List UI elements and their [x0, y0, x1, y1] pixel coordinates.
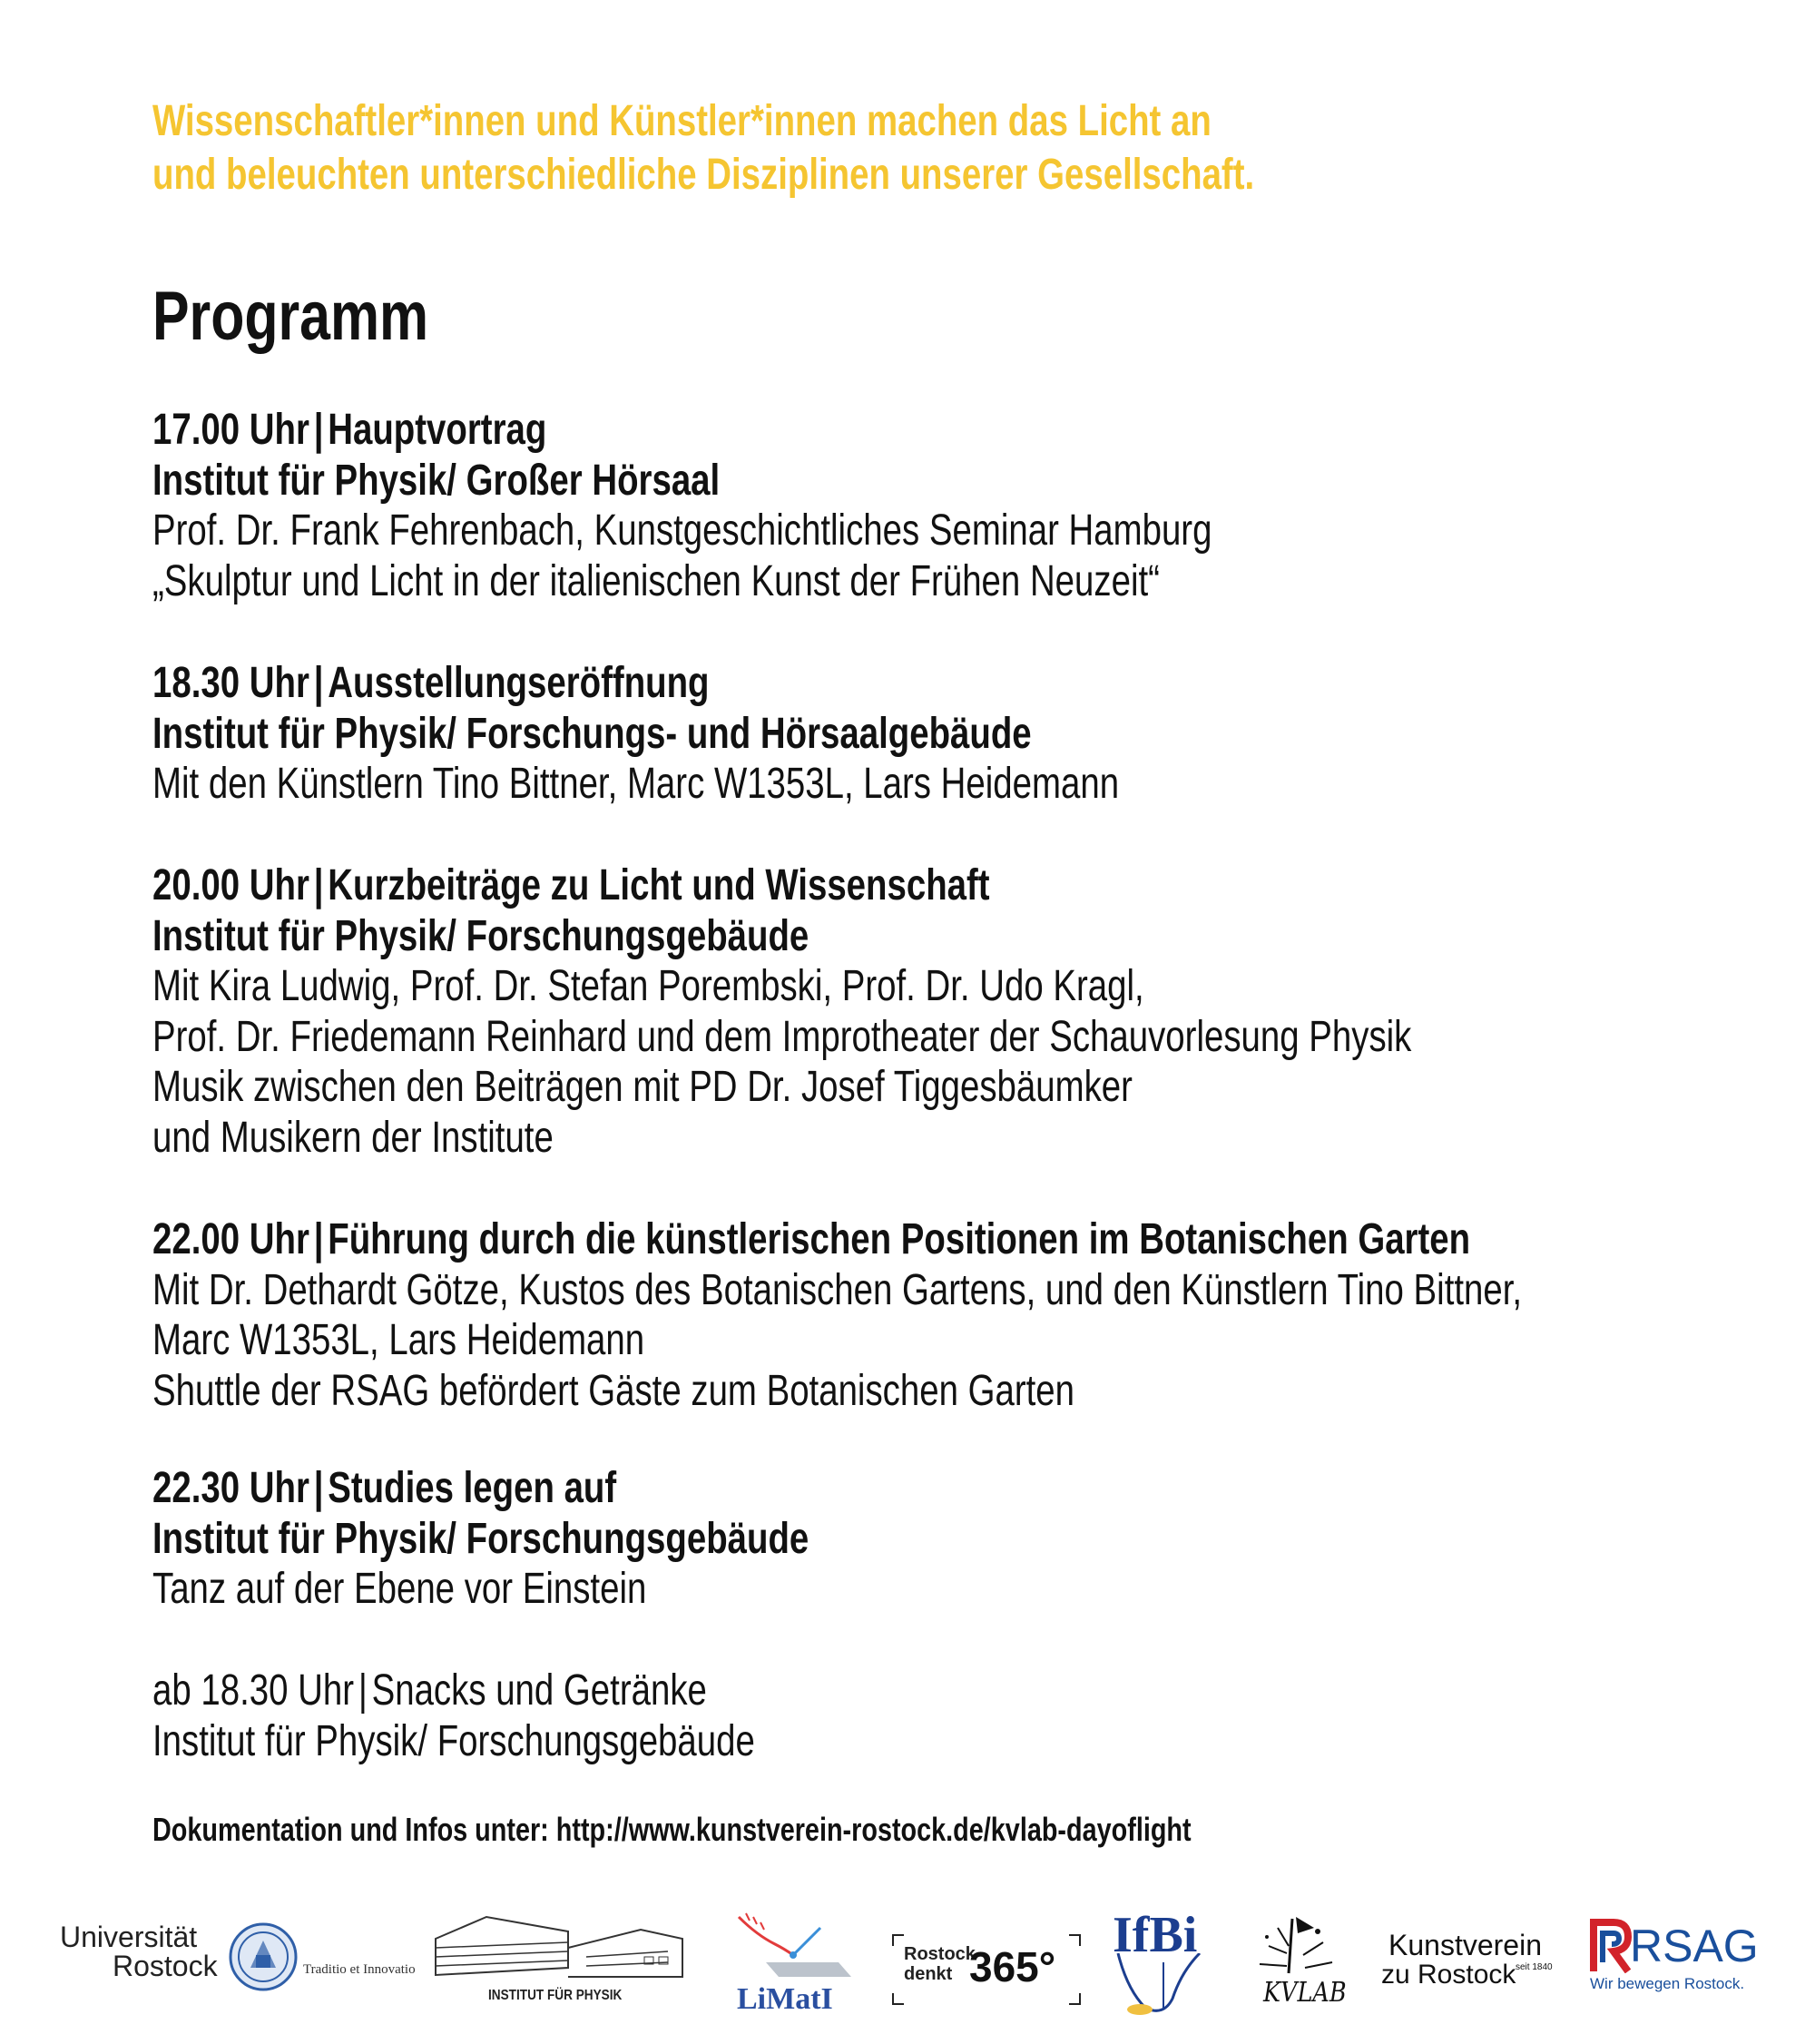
uni-motto: Traditio et Innovatio	[303, 1962, 416, 1977]
documentation-label: Dokumentation und Infos unter:	[152, 1811, 549, 1848]
rsag-mark-icon	[1588, 1917, 1632, 1973]
event-header	[152, 1214, 1522, 1265]
event-line: Musik zwischen den Beiträgen mit PD Dr. Josef Tiggesbäumker	[152, 1063, 1133, 1111]
separator: |	[358, 1666, 368, 1715]
intro-text	[152, 94, 1530, 201]
logo-universitaet-rostock[interactable]	[60, 1922, 423, 2004]
page-title: Programm	[152, 278, 429, 355]
event-line: Mit Dr. Dethardt Götze, Kustos des Botanischen Gartens, und den Künstlern Tino Bittner,	[152, 1265, 1523, 1314]
uni-seal-icon	[229, 1922, 298, 1991]
event-heading: Studies legen auf	[328, 1464, 617, 1512]
kvlab-label: KVLAB	[1263, 1977, 1347, 2009]
separator: |	[313, 1215, 324, 1263]
kvlab-splash-icon	[1241, 1910, 1350, 1982]
separator: |	[313, 406, 324, 454]
kunstverein-1: Kunstverein	[1388, 1929, 1542, 1961]
event-line: Prof. Dr. Friedemann Reinhard und dem Improtheater der Schauvorlesung Physik	[152, 1012, 1412, 1061]
event-heading: Hauptvortrag	[328, 406, 547, 454]
ifbi-flask-icon	[1109, 1953, 1218, 2017]
event-heading: Kurzbeiträge zu Licht und Wissenschaft	[328, 861, 990, 909]
event-line: Institut für Physik/ Forschungsgebäude	[152, 1716, 755, 1765]
event-line: Mit den Künstlern Tino Bittner, Marc W1353L, Lars Heidemann	[152, 760, 1120, 808]
event-heading: Snacks und Getränke	[371, 1666, 707, 1715]
event-header	[152, 1666, 755, 1716]
separator: |	[313, 861, 324, 909]
partner-logos	[0, 1897, 1815, 2024]
event-line: „Skulptur und Licht in der italienischen Kunst der Frühen Neuzeit“	[152, 556, 1160, 605]
logo-kvlab[interactable]	[1241, 1910, 1350, 2017]
limati-laser-icon	[730, 1908, 857, 1986]
logo-kunstverein-rostock[interactable]	[1381, 1930, 1563, 2002]
event-time: 20.00 Uhr	[152, 861, 309, 909]
event-heading: Ausstellungseröffnung	[328, 659, 710, 707]
event-time: 22.30 Uhr	[152, 1464, 309, 1512]
event-location: Institut für Physik/ Forschungsgebäude	[152, 911, 809, 960]
kunstverein-seit: seit 1840	[1516, 1962, 1553, 1972]
logo-rsag[interactable]	[1588, 1917, 1761, 1999]
event-location: Institut für Physik/ Forschungs- und Hörsaalgebäude	[152, 709, 1032, 758]
separator: |	[313, 1464, 324, 1512]
physik-label: INSTITUT FÜR PHYSIK	[488, 1988, 623, 2003]
event-2230	[152, 1463, 973, 1615]
intro-line-2: und beleuchten unterschiedliche Disziplinen unserer Gesellschaft.	[152, 151, 1255, 199]
event-time: 18.30 Uhr	[152, 659, 309, 707]
event-time: ab 18.30 Uhr	[152, 1666, 355, 1715]
event-location: Institut für Physik/ Großer Hörsaal	[152, 456, 721, 505]
intro-line-1: Wissenschaftler*innen und Künstler*innen machen das Licht an	[152, 97, 1212, 145]
event-1830	[152, 658, 1360, 810]
limati-label: LiMatI	[737, 1982, 833, 2016]
logo-rostock-denkt-365[interactable]	[891, 1933, 1082, 2006]
event-line: Shuttle der RSAG befördert Gäste zum Botanischen Garten	[152, 1366, 1074, 1415]
separator: |	[313, 659, 324, 707]
event-heading: Führung durch die künstlerischen Positionen im Botanischen Garten	[328, 1215, 1471, 1263]
rsag-claim: Wir bewegen Rostock.	[1590, 1975, 1745, 1992]
logo-limati[interactable]	[730, 1908, 857, 2017]
event-line: Tanz auf der Ebene vor Einstein	[152, 1565, 647, 1613]
event-snacks	[152, 1666, 906, 1766]
event-line: Mit Kira Ludwig, Prof. Dr. Stefan Porembski, Prof. Dr. Udo Kragl,	[152, 962, 1144, 1010]
logo-ifbi[interactable]	[1109, 1908, 1218, 2017]
event-1700	[152, 405, 1477, 606]
logo-institut-physik[interactable]	[432, 1911, 686, 2011]
event-header	[152, 1463, 809, 1514]
event-line: Prof. Dr. Frank Fehrenbach, Kunstgeschichtliches Seminar Hamburg	[152, 506, 1212, 555]
event-time: 17.00 Uhr	[152, 406, 309, 454]
rsag-label: RSAG	[1630, 1921, 1759, 1971]
event-time: 22.00 Uhr	[152, 1215, 309, 1263]
event-header	[152, 860, 1411, 911]
uni-name-1: Universität	[60, 1921, 198, 1953]
documentation-link[interactable]: http://www.kunstverein-rostock.de/kvlab-dayoflight	[555, 1811, 1192, 1848]
uni-name-2: Rostock	[113, 1950, 218, 1982]
physik-building-icon	[432, 1911, 686, 1993]
ifbi-label: IfBi	[1113, 1907, 1198, 1963]
event-header	[152, 658, 1119, 709]
event-line: Marc W1353L, Lars Heidemann	[152, 1316, 645, 1364]
event-header	[152, 405, 1212, 456]
rostock-denkt-365: 365°	[969, 1943, 1056, 1990]
rostock-denkt-2: denkt	[904, 1964, 953, 1984]
event-line: und Musikern der Institute	[152, 1113, 554, 1162]
event-2000	[152, 860, 1726, 1163]
documentation-info	[152, 1810, 1192, 1850]
event-2200	[152, 1214, 1815, 1416]
kunstverein-2: zu Rostock	[1381, 1960, 1516, 1990]
event-location: Institut für Physik/ Forschungsgebäude	[152, 1514, 809, 1563]
rostock-denkt-1: Rostock	[904, 1944, 976, 1964]
